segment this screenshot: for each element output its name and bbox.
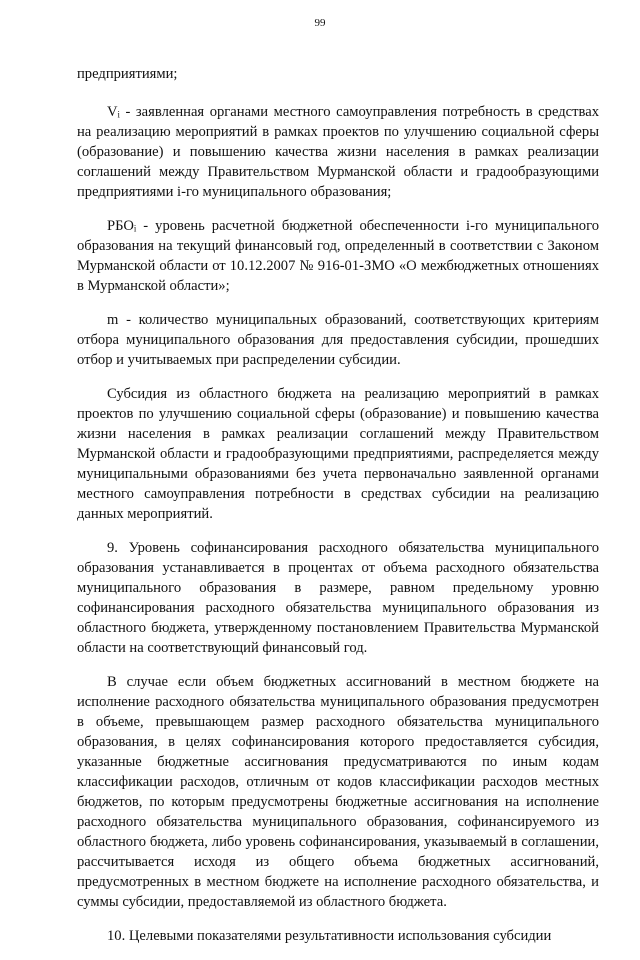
paragraph-m-definition: m - количество муниципальных образований, соответствующих критериям отбора муниципального образования для предоставления субсидии, прошедших отбор и учитываемых при распределении субсидии. — [77, 312, 599, 368]
paragraph-item-10: 10. Целевыми показателями результативности использования субсидии — [107, 928, 552, 944]
paragraph-item-9: 9. Уровень софинансирования расходного обязательства муниципального образования устанавливается в процентах от объема расходного обязательства муниципального образования в размере, равном предельному уровню софинансирования расходного обязательства муниципального образования из областного бюджета, утвержденному постановлением Правительства Мурманской области на соответствующий финансовый год. — [77, 540, 599, 656]
paragraph-rbo-definition: РБОᵢ - уровень расчетной бюджетной обеспеченности i-го муниципального образования на текущий финансовый год, определенный в соответствии с Законом Мурманской области от 10.12.2007 № 916-01-ЗМО «О межбюджетных отношениях в Мурманской области»; — [77, 218, 599, 294]
paragraph-v-definition: Vᵢ - заявленная органами местного самоуправления потребность в средствах на реализацию мероприятий в рамках проектов по улучшению социальной сферы (образование) и повышению качества жизни населения в рамках реализации соглашений между Правительством Мурманской области и градообразующими предприятиями i-го муниципального образования; — [77, 104, 599, 200]
paragraph-subsidy-distribution: Субсидия из областного бюджета на реализацию мероприятий в рамках проектов по улучшению социальной сферы (образование) и повышению качества жизни населения в рамках реализации соглашений между Правительством Мурманской области и градообразующими предприятиями, распределяется между муниципальными образованиями без учета первоначально заявленной органами местного самоуправления потребности в средствах субсидии на реализацию данных мероприятий. — [77, 386, 599, 522]
paragraph-budget-allocations: В случае если объем бюджетных ассигнований в местном бюджете на исполнение расходного обязательства муниципального образования предусмотрен в объеме, превышающем размер расходного обязательства муниципального образования, в целях софинансирования которого предоставляется субсидия, указанные бюджетные ассигнования предусматриваются по иным кодам классификации расходов, отличным от кодов классификации расходов местных бюджетов, по которым предусмотрены бюджетные ассигнования на исполнение расходного обязательства муниципального образования, софинансируемого из областного бюджета, либо уровень софинансирования, указываемый в соглашении, рассчитывается исходя из общего объема бюджетных ассигнований, предусмотренных в местном бюджете на исполнение расходного обязательства, и суммы субсидии, предоставляемой из областного бюджета. — [77, 674, 599, 910]
document-body — [77, 64, 599, 960]
paragraph-continuation: предприятиями; — [77, 66, 178, 82]
page-number: 99 — [314, 17, 326, 29]
